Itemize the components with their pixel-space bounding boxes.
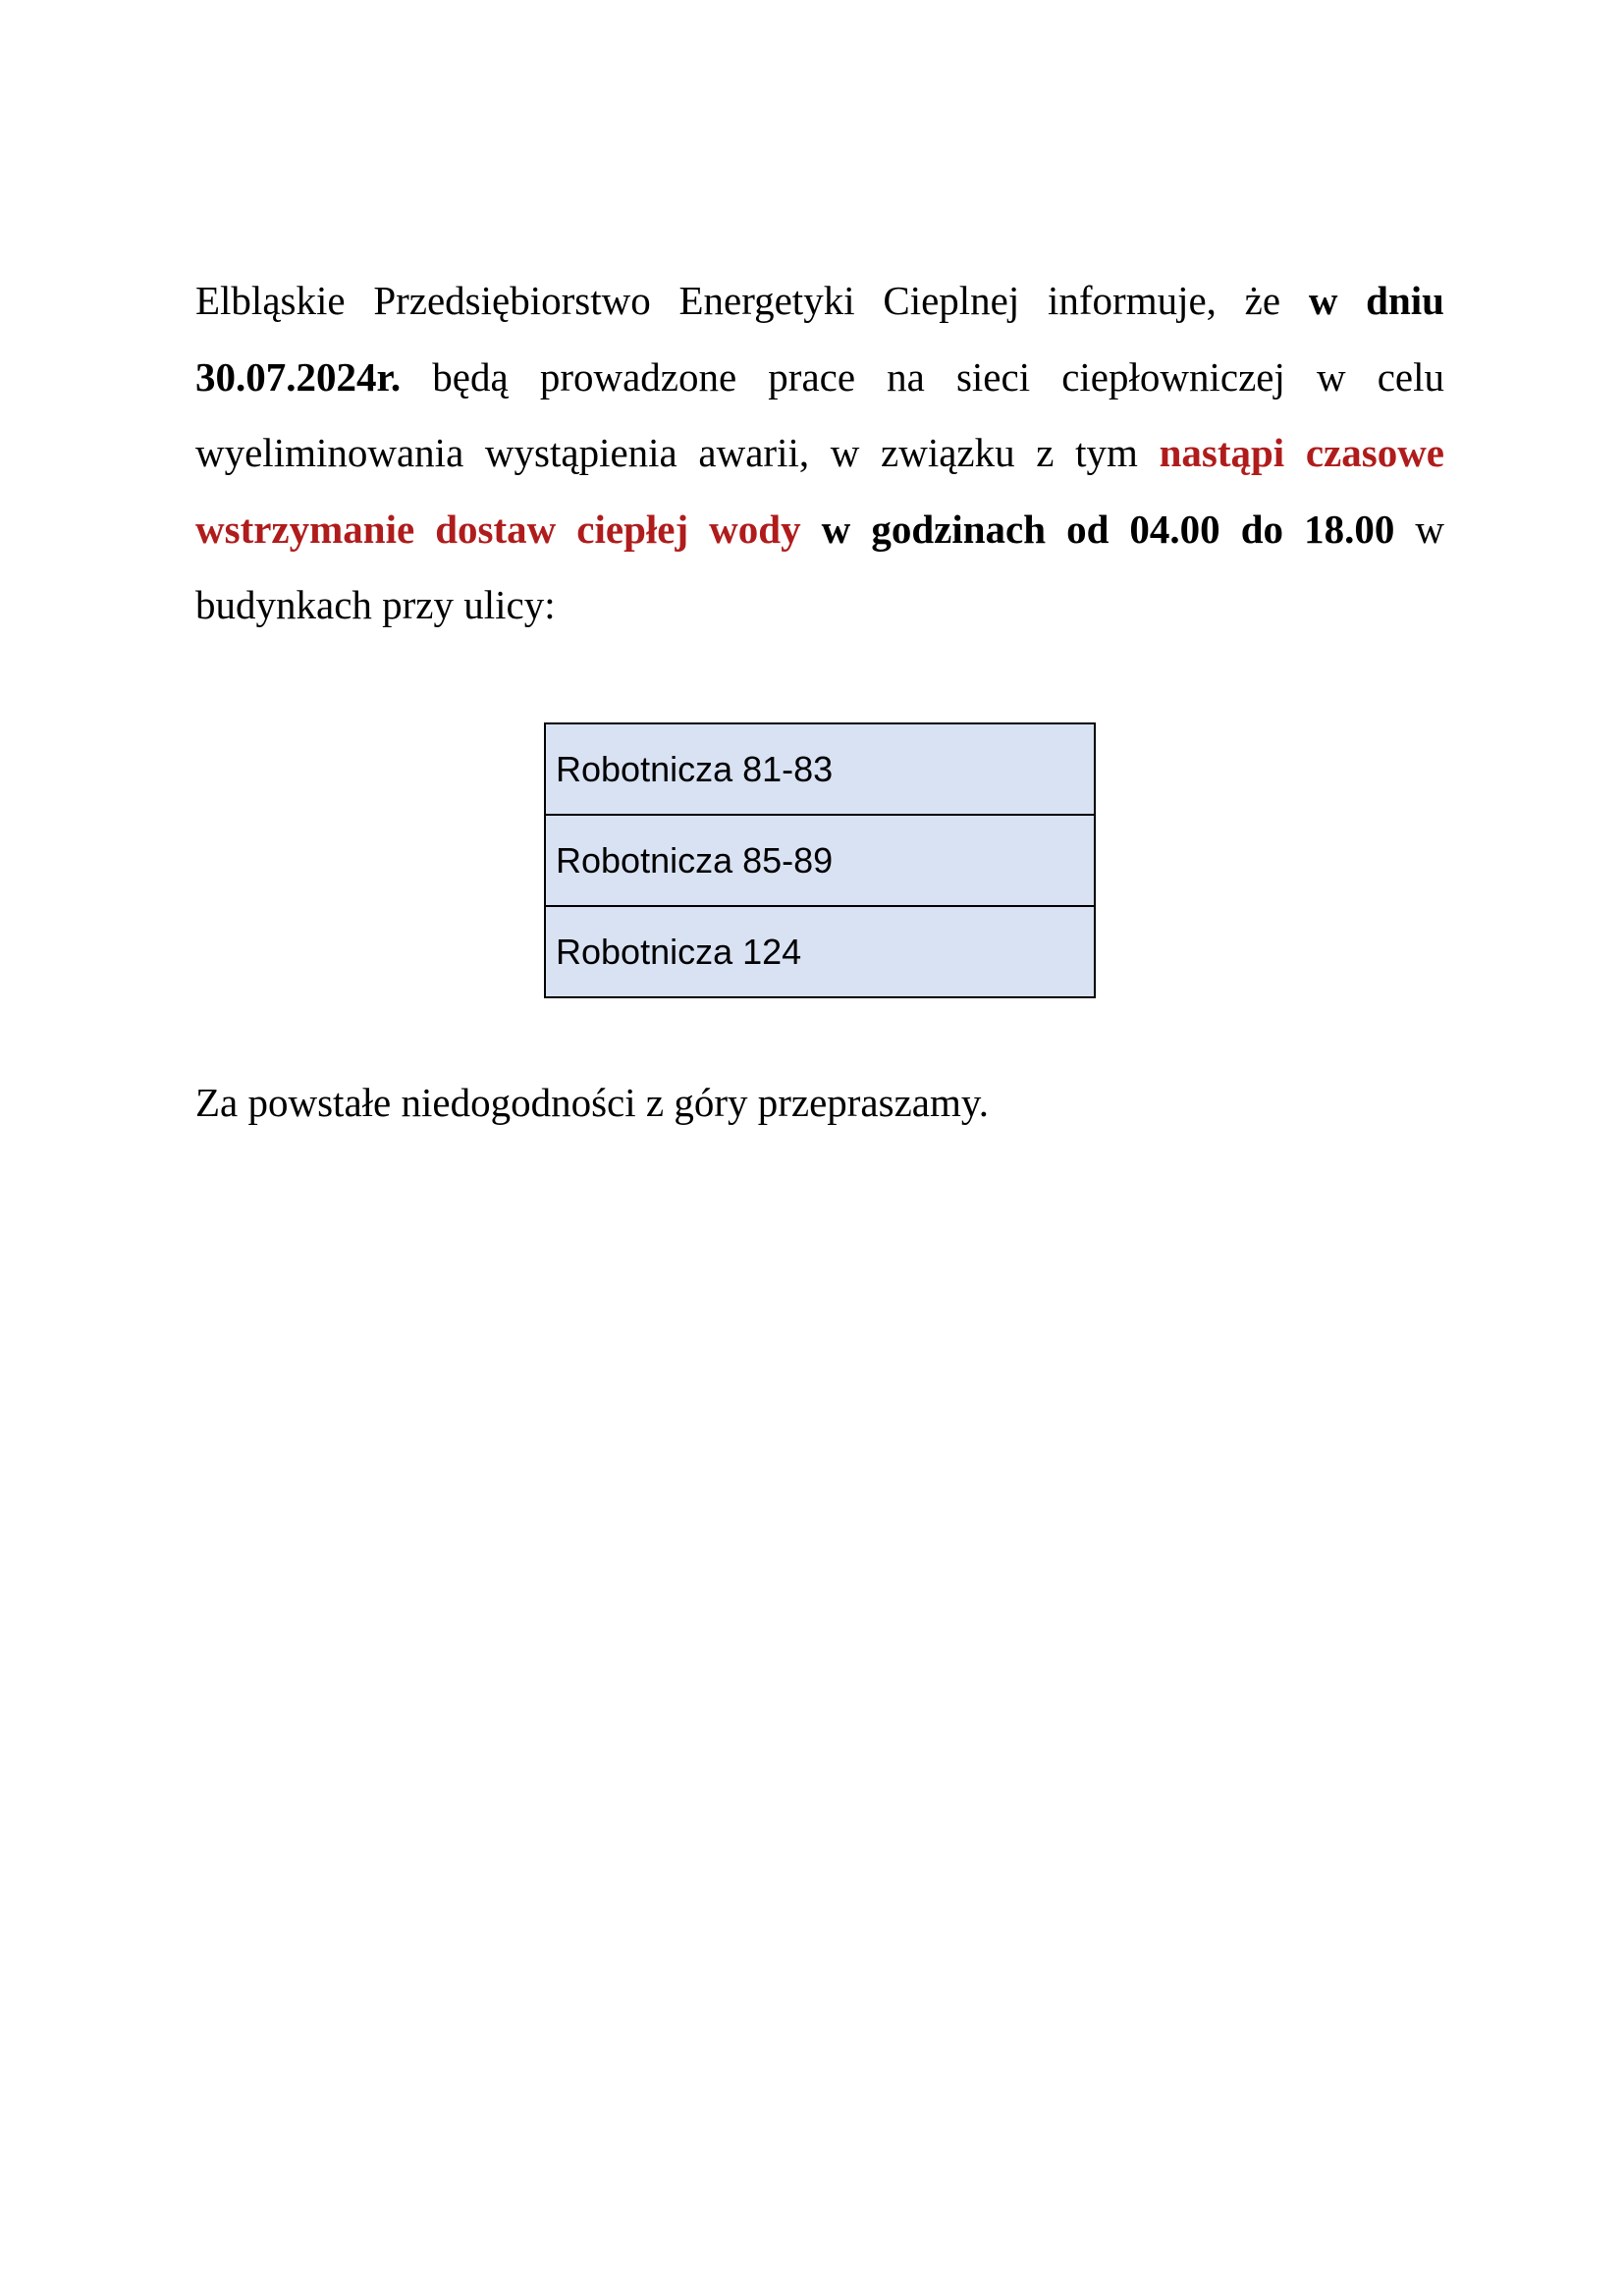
table-row [545,723,1095,815]
notice-space [801,507,822,552]
street-cell: Robotnicza 124 [545,906,1095,997]
street-cell: Robotnicza 85-89 [545,815,1095,906]
notice-highlight: nastąpi czasowe wstrzymanie dostaw ciepłej wody [195,430,1444,552]
notice-hours: w godzinach od 04.00 do 18.00 [821,506,1395,552]
notice-intro-text: Elbląskie Przedsiębiorstwo Energetyki Cieplnej informuje, że [195,278,1309,323]
notice-paragraph [195,263,1444,644]
notice-body-text: będą prowadzone prace na sieci ciepłowniczej w celu wyeliminowania wystąpienia awarii, w związku z tym [195,353,1444,475]
notice-tail-text: w budynkach przy ulicy: [195,506,1445,627]
table-row [545,906,1095,997]
notice-date: w dniu 30.07.2024r. [195,278,1444,400]
street-cell: Robotnicza 81-83 [545,723,1095,815]
table-row [545,815,1095,906]
closing-sentence: Za powstałe niedogodności z góry przepraszamy. [195,1080,989,1125]
streets-table [544,722,1096,998]
